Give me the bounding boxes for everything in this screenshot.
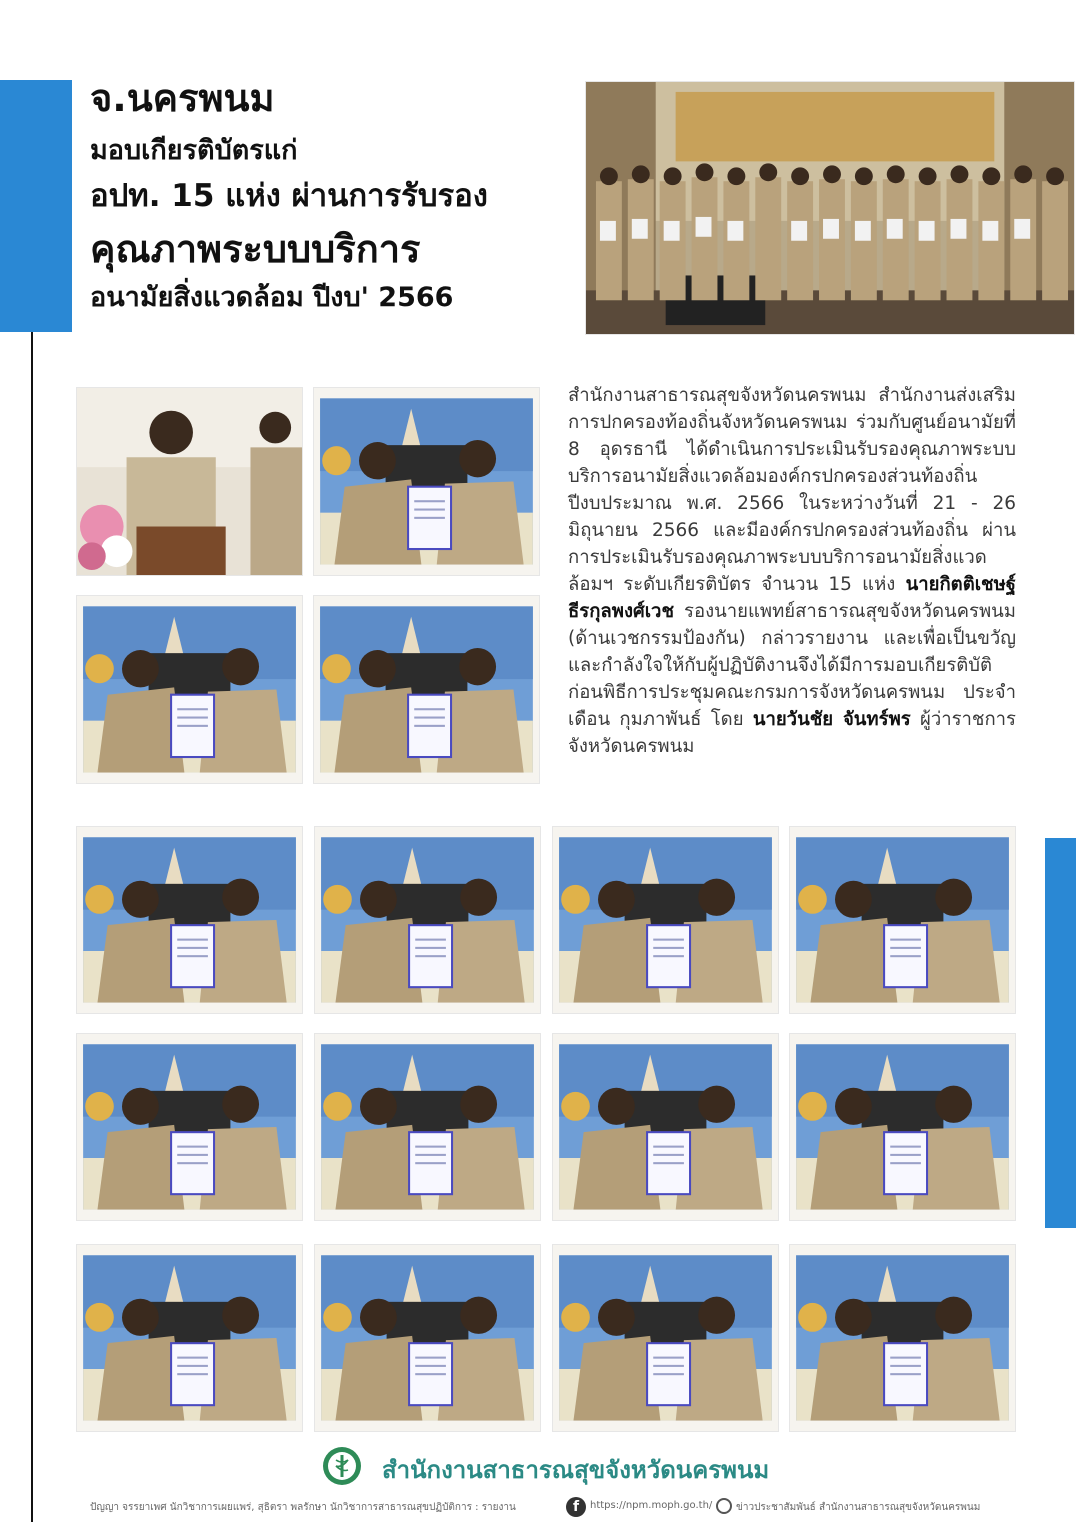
certificate-photo	[76, 595, 303, 784]
moph-logo-icon	[322, 1446, 362, 1486]
certificate-photo	[789, 1244, 1016, 1432]
headline-line-4: คุณภาพระบบบริการ	[90, 227, 421, 271]
globe-icon	[716, 1498, 732, 1514]
certificate-photo	[789, 826, 1016, 1014]
certificate-photo	[313, 595, 540, 784]
certificate-photo	[314, 1244, 541, 1432]
certificate-photo	[76, 1033, 303, 1221]
certificate-photo	[314, 826, 541, 1014]
footer-url[interactable]: https://npm.moph.go.th/	[590, 1500, 713, 1511]
body-part-1: สำนักงานสาธารณสุขจังหวัดนครพนม สำนักงานส่งเสริมการปกครองท้องถิ่นจังหวัดนครพนม ร่วมกับศูนย์อนามัยที่ 8 อุดรธานี ได้ดำเนินการประเมินรับรองคุณภาพระบบบริการอนามัยสิ่งแวดล้อมองค์กรปกครองส่วนท้องถิ่น ปีงบประมาณ พ.ศ. 2566 ในระหว่างวันที่ 21 - 26 มิถุนายน 2566 และมีองค์กรปกครองส่วนท้องถิ่น ผ่านการประเมินรับรองคุณภาพระบบบริการอนามัยสิ่งแวดล้อมฯ ระดับเกียรติบัตร จำนวน 15 แห่ง	[568, 385, 1016, 595]
group-photo	[585, 81, 1075, 335]
certificate-photo	[552, 1244, 779, 1432]
deputy-name: นายกิตติเชษฐ์ ธีรกุลพงศ์เวช	[568, 574, 1016, 622]
right-accent-bar	[1045, 838, 1076, 1228]
footer-page-name: ข่าวประชาสัมพันธ์ สำนักงานสาธารณสุขจังหวัดนครพนม	[736, 1502, 981, 1513]
facebook-icon: f	[566, 1497, 586, 1517]
article-body	[568, 382, 1016, 760]
headline-line-5: อนามัยสิ่งแวดล้อม ปีงบ' 2566	[90, 282, 454, 313]
governor-name: นายวันชัย จันทร์พร	[752, 709, 911, 730]
left-accent-bar	[0, 80, 72, 332]
certificate-photo	[552, 826, 779, 1014]
footer-organization: สำนักงานสาธารณสุขจังหวัดนครพนม	[382, 1456, 770, 1484]
certificate-photo	[314, 1033, 541, 1221]
headline-line-1: จ.นครพนม	[90, 76, 275, 120]
headline-line-3: อปท. 15 แห่ง ผ่านการรับรอง	[90, 178, 488, 214]
body-part-3: ผู้ว่าราชการจังหวัดนครพนม	[568, 709, 1016, 757]
certificate-photo	[313, 387, 540, 576]
left-vertical-rule	[31, 332, 33, 1522]
certificate-photo	[789, 1033, 1016, 1221]
footer-credits: ปัญญา จรรยาเพศ นักวิชาการเผยแพร่, สุธิตรา พลรักษา นักวิชาการสาธารณสุขปฏิบัติการ : รายงาน	[90, 1502, 516, 1513]
certificate-photo	[76, 1244, 303, 1432]
headline-line-2: มอบเกียรติบัตรแก่	[90, 135, 298, 166]
headline	[90, 76, 570, 318]
certificate-photo	[76, 826, 303, 1014]
speaker-photo	[76, 387, 303, 576]
certificate-photo	[552, 1033, 779, 1221]
body-part-2: รองนายแพทย์สาธารณสุขจังหวัดนครพนม (ด้านเวชกรรมป้องกัน) กล่าวรายงาน และเพื่อเป็นขวัญและกำลังใจให้กับผู้ปฏิบัติงานจึงได้มีการมอบเกียรติบัติ ก่อนพิธีการประชุมคณะกรมการจังหวัดนครพนม ประจำเดือน กุมภาพันธ์ โดย	[568, 601, 1016, 730]
